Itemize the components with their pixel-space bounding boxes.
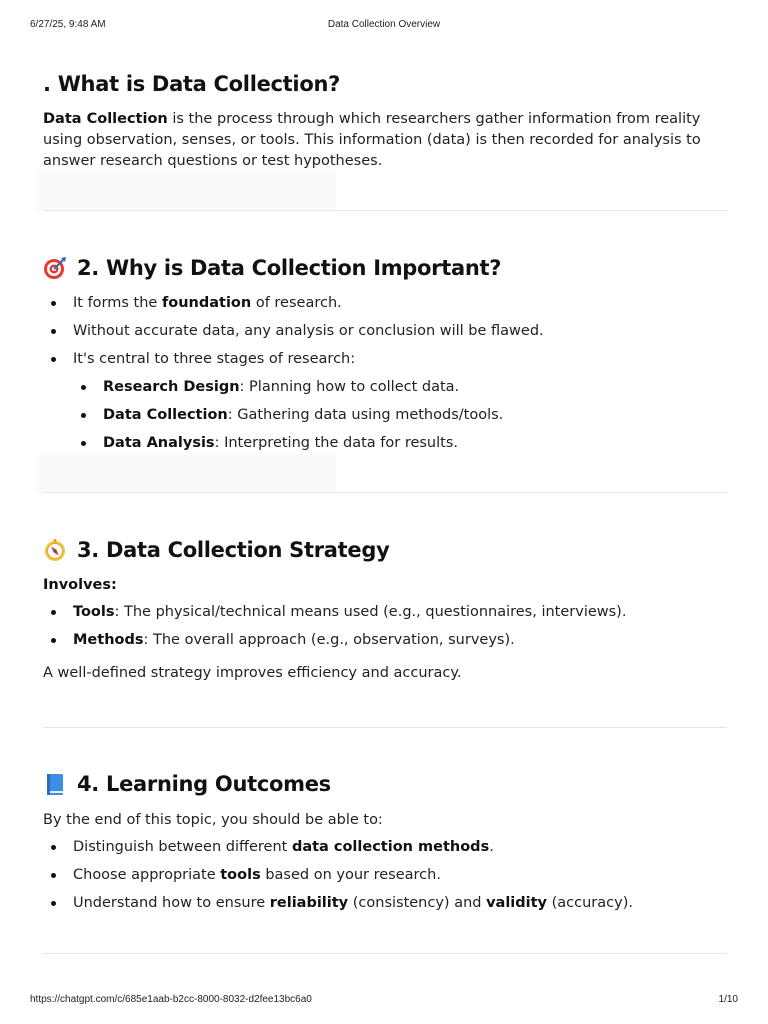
item-text: . — [489, 839, 494, 855]
item-emphasis: Methods — [73, 632, 144, 648]
item-emphasis: Tools — [73, 604, 115, 620]
heading-text: 4. Learning Outcomes — [77, 772, 331, 796]
item-emphasis: Data Analysis — [103, 435, 215, 451]
section-learning-outcomes — [43, 772, 727, 917]
strategy-closing: A well-defined strategy improves efficiency and accuracy. — [43, 665, 462, 681]
item-text: : The physical/technical means used (e.g., questionnaires, interviews). — [114, 604, 627, 620]
item-text: : Interpreting the data for results. — [214, 435, 458, 451]
list-item — [43, 429, 727, 457]
item-text: of research. — [251, 295, 342, 311]
page-number: 1/10 — [718, 994, 738, 1005]
list-item — [43, 861, 727, 889]
item-text: : The overall approach (e.g., observation, surveys). — [143, 632, 515, 648]
involves-text: Involves: — [43, 577, 117, 593]
strategy-list — [43, 598, 727, 654]
section-heading — [43, 538, 727, 562]
involves-label — [43, 575, 727, 596]
item-text: Understand how to ensure — [73, 895, 270, 911]
divider — [43, 727, 727, 728]
section-why-important — [43, 256, 727, 457]
item-emphasis: Research Design — [103, 379, 240, 395]
outcomes-list — [43, 833, 727, 917]
item-text: Without accurate data, any analysis or conclusion will be flawed. — [73, 323, 544, 339]
divider — [43, 210, 727, 211]
item-text: based on your research. — [260, 867, 441, 883]
item-emphasis: foundation — [161, 295, 252, 311]
importance-list — [43, 289, 727, 373]
item-text: Distinguish between different — [73, 839, 292, 855]
section-what-is — [43, 72, 727, 172]
item-text: : Gathering data using methods/tools. — [227, 407, 504, 423]
item-emphasis: data collection methods — [291, 839, 490, 855]
term-data-collection: Data Collection — [43, 111, 168, 127]
definition-text: is the process through which researchers gather information from reality using observation, senses, or tools. This information (data) is then recorded for analysis to answer research questions or test hypotheses. — [43, 111, 701, 169]
section-heading — [43, 772, 727, 796]
outcomes-intro: By the end of this topic, you should be able to: — [43, 812, 383, 828]
definition-paragraph — [43, 109, 727, 172]
print-title: Data Collection Overview — [327, 19, 441, 30]
section-strategy — [43, 538, 727, 684]
item-text: It's central to three stages of research: — [73, 351, 356, 367]
heading-text: . What is Data Collection? — [43, 72, 340, 96]
list-item — [43, 889, 727, 917]
print-datetime: 6/27/25, 9:48 AM — [30, 19, 106, 30]
item-text: : Planning how to collect data. — [239, 379, 460, 395]
list-item — [43, 289, 727, 317]
section-heading — [43, 72, 727, 96]
item-emphasis: validity — [486, 895, 548, 911]
list-item — [43, 401, 727, 429]
compass-icon — [43, 538, 67, 562]
list-item — [43, 598, 727, 626]
list-item — [43, 345, 727, 373]
item-text: Choose appropriate — [73, 867, 221, 883]
book-icon — [43, 772, 67, 796]
stages-list — [43, 373, 727, 457]
section-heading — [43, 256, 727, 280]
divider — [43, 492, 727, 493]
shade-block — [36, 170, 336, 210]
list-item — [43, 626, 727, 654]
list-item — [43, 373, 727, 401]
print-url[interactable]: https://chatgpt.com/c/685e1aab-b2cc-8000-8032-d2fee13bc6a0 — [30, 994, 312, 1005]
item-emphasis: Data Collection — [103, 407, 228, 423]
item-text: It forms the — [73, 295, 162, 311]
list-item — [43, 317, 727, 345]
item-emphasis: reliability — [269, 895, 349, 911]
heading-text: 2. Why is Data Collection Important? — [77, 256, 502, 280]
heading-text: 3. Data Collection Strategy — [77, 538, 390, 562]
item-text: (consistency) and — [348, 895, 487, 911]
item-emphasis: tools — [220, 867, 261, 883]
list-item — [43, 833, 727, 861]
divider — [43, 953, 727, 954]
shade-block — [36, 455, 336, 493]
item-text: (accuracy). — [547, 895, 633, 911]
target-icon — [43, 256, 67, 280]
